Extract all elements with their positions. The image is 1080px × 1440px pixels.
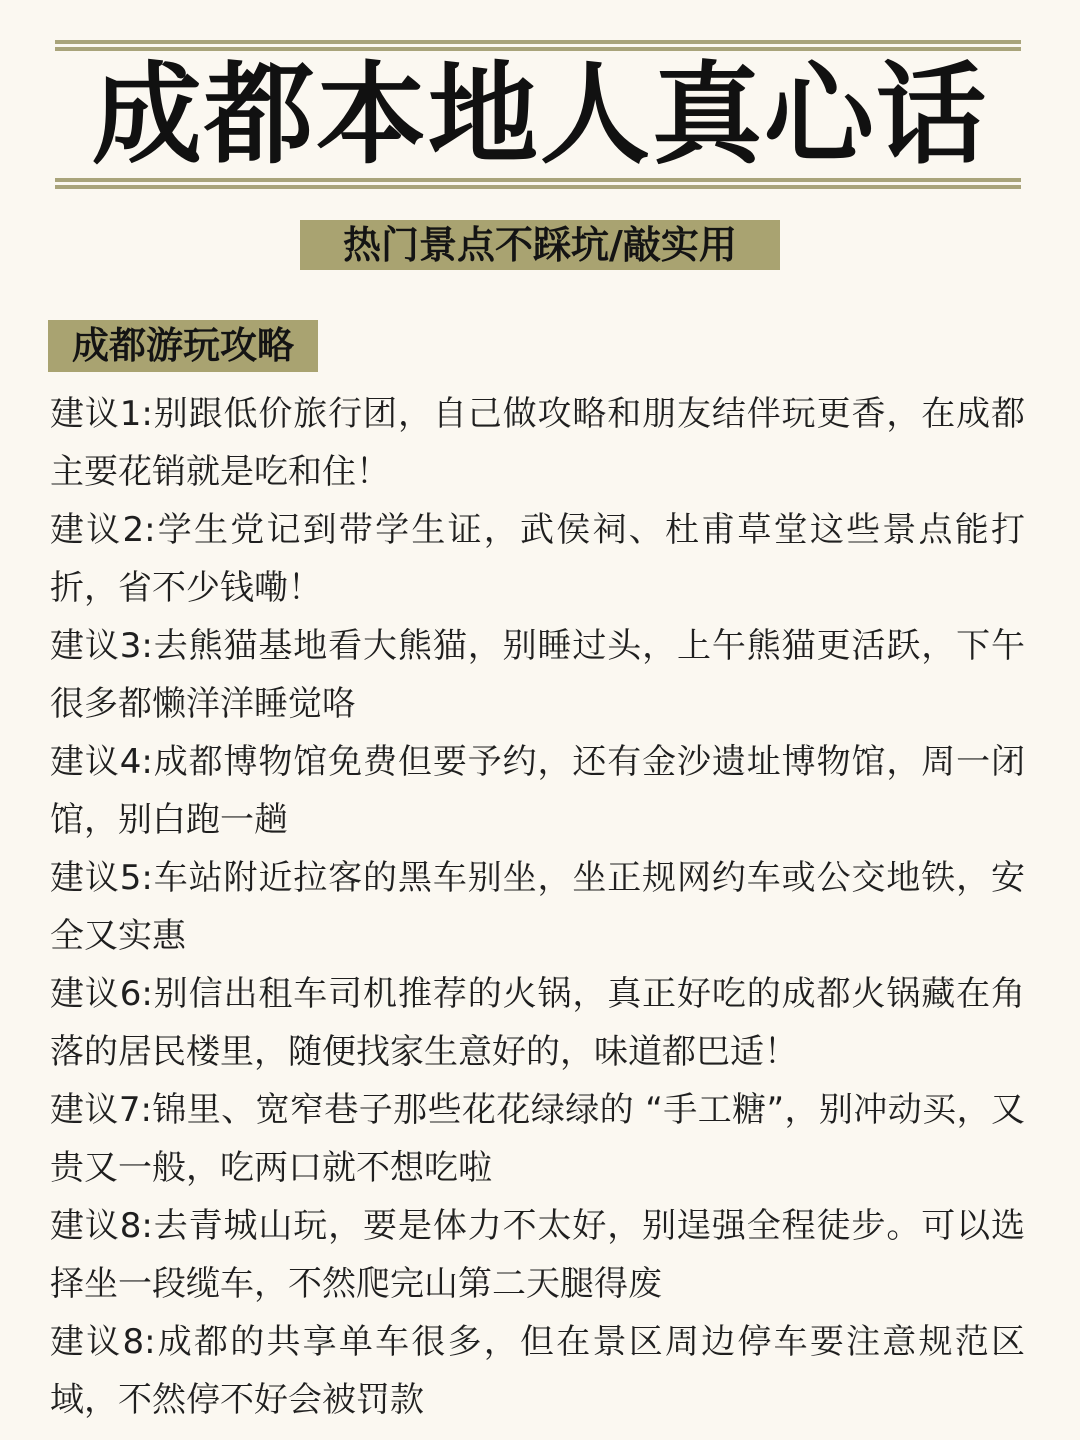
title-bottom-rule (55, 178, 1021, 189)
tip-item-8: 建议8:去青城山玩，要是体力不太好，别逞强全程徒步。可以选择坐一段缆车，不然爬完山第二天腿得废 (50, 1206, 1025, 1304)
tip-item-7: 建议7:锦里、宽窄巷子那些花花绿绿的 “手工糖”，别冲动买，又贵又一般，吃两口就不想吃啦 (50, 1090, 1025, 1188)
tip-item-4: 建议4:成都博物馆免费但要予约，还有金沙遗址博物馆，周一闭馆，别白跑一趟 (50, 742, 1025, 840)
tip-item-5: 建议5:车站附近拉客的黑车别坐，坐正规网约车或公交地铁，安全又实惠 (50, 858, 1025, 956)
tip-item-3: 建议3:去熊猫基地看大熊猫，别睡过头，上午熊猫更活跃，下午很多都懒洋洋睡觉咯 (50, 626, 1025, 724)
tip-item-6: 建议6:别信出租车司机推荐的火锅，真正好吃的成都火锅藏在角落的居民楼里，随便找家生意好的，味道都巴适！ (50, 974, 1025, 1072)
tip-item-2: 建议2:学生党记到带学生证，武侯祠、杜甫草堂这些景点能打折，省不少钱嘞！ (50, 510, 1025, 608)
page-title: 成都本地人真心话 (92, 51, 988, 179)
tips-list (50, 385, 1025, 1429)
section-title: 成都游玩攻略 (48, 320, 318, 372)
title-top-rule (55, 40, 1021, 51)
subtitle-badge: 热门景点不踩坑/敲实用 (300, 220, 780, 270)
tip-item-9: 建议8:成都的共享单车很多，但在景区周边停车要注意规范区域，不然停不好会被罚款 (50, 1322, 1025, 1420)
tip-item-1: 建议1:别跟低价旅行团，自己做攻略和朋友结伴玩更香，在成都主要花销就是吃和住！ (50, 394, 1025, 492)
